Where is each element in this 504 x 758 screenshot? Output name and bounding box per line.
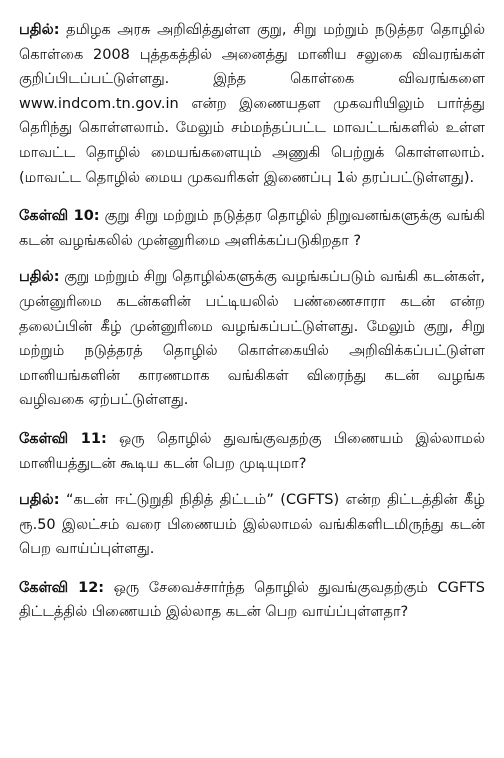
answer-label: பதில்:	[19, 269, 60, 286]
answer-text: குறு மற்றும் சிறு தொழில்களுக்கு வழங்கப்படும் வங்கி கடன்கள், முன்னுரிமை கடன்களின் பட்டியலில் பண்ணைசாரா கடன் என்ற தலைப்பின் கீழ் முன்னுரிமை வழங்கப்பட்டுள்ளது. மேலும் குறு, சிறு மற்றும் நடுத்தரத் தொழில் கொள்கையில் அறிவிக்கப்பட்டுள்ள மானியங்களின் காரணமாக வங்கிகள் விரைந்து கடன் வழங்க வழிவகை ஏற்பட்டுள்ளது.	[19, 269, 485, 409]
answer-paragraph-1	[19, 18, 485, 190]
question-paragraph-12	[19, 576, 485, 625]
question-text: குறு சிறு மற்றும் நடுத்தர தொழில் நிறுவனங்களுக்கு வங்கி கடன் வழங்கலில் முன்னுரிமை அளிக்கப்படுகிறதா ?	[19, 208, 485, 249]
question-label: கேள்வி 12:	[19, 579, 105, 596]
question-text: ஒரு சேவைச்சார்ந்த தொழில் துவங்குவதற்கும் CGFTS திட்டத்தில் பிணையம் இல்லாத கடன் பெற வாய்ப்புள்ளதா?	[19, 579, 485, 621]
answer-text: “கடன் ஈட்டுறுதி நிதித் திட்டம்” (CGFTS) என்ற திட்டத்தின் கீழ் ரூ.50 இலட்சம் வரை பிணையம் இல்லாமல் வங்கிகளிடமிருந்து கடன் பெற வாய்ப்புள்ளது.	[19, 492, 485, 558]
answer-label: பதில்:	[19, 492, 60, 509]
answer-paragraph-3	[19, 488, 485, 562]
question-paragraph-11	[19, 427, 485, 476]
answer-label: பதில்:	[19, 22, 60, 38]
answer-text: தமிழக அரசு அறிவித்துள்ள குறு, சிறு மற்றும் நடுத்தர தொழில் கொள்கை 2008 புத்தகத்தில் அனைத்து மானிய சலுகை விவரங்கள் குறிப்பிடப்பட்டுள்ளது. இந்த கொள்கை விவரங்களை www.indcom.tn.gov.in என்ற இணையதள முகவரியிலும் பார்த்து தெரிந்து கொள்ளலாம். மேலும் சம்மந்தப்பட்ட மாவட்டங்களில் உள்ள மாவட்ட தொழில் மையங்களையும் அணுகி பெற்றுக் கொள்ளலாம். (மாவட்ட தொழில் மைய முகவரிகள் இணைப்பு 1ல் தரப்பட்டுள்ளது).	[19, 22, 485, 186]
question-paragraph-10	[19, 204, 485, 253]
question-text: ஒரு தொழில் துவங்குவதற்கு பிணையம் இல்லாமல் மானியத்துடன் கூடிய கடன் பெற முடியுமா?	[19, 430, 485, 472]
question-label: கேள்வி 10:	[19, 208, 100, 225]
question-label: கேள்வி 11:	[19, 430, 107, 447]
answer-paragraph-2	[19, 265, 485, 413]
